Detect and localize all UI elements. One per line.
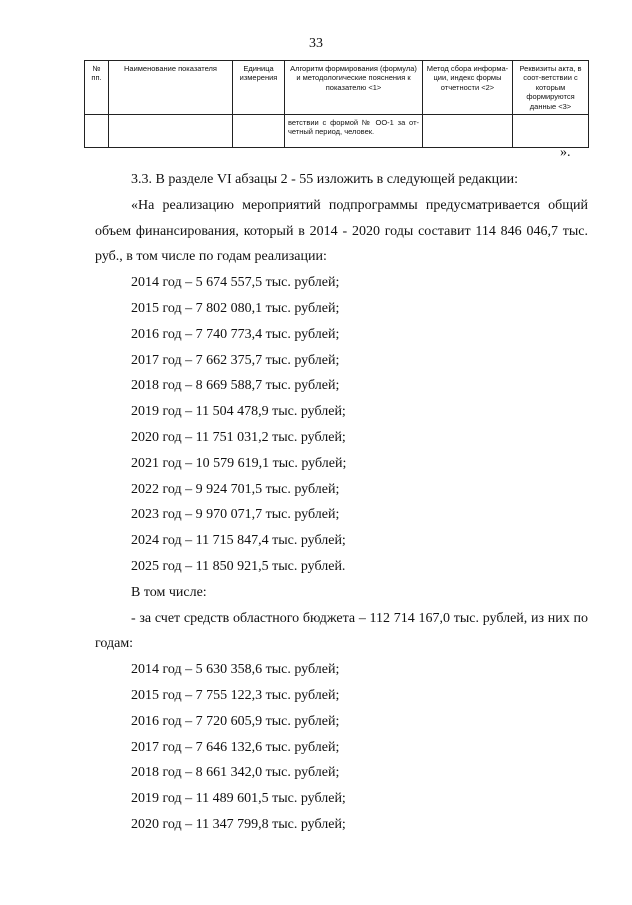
year-line-total: 2018 год – 8 669 588,7 тыс. рублей; — [131, 378, 340, 394]
year-line-regional: 2015 год – 7 755 122,3 тыс. рублей; — [131, 687, 340, 703]
closing-quote: ». — [560, 145, 571, 160]
year-line-total: 2016 год – 7 740 773,4 тыс. рублей; — [131, 326, 340, 342]
table-row — [85, 114, 589, 147]
table-cell-algorithm: ветствии с формой № ОО-1 за от-четный период, человек. — [285, 114, 423, 147]
header-cell-number: № пп. — [85, 61, 109, 115]
year-line-regional: 2020 год – 11 347 799,8 тыс. рублей; — [131, 816, 346, 832]
year-line-total: 2025 год – 11 850 921,5 тыс. рублей. — [131, 558, 346, 574]
year-line-total: 2019 год – 11 504 478,9 тыс. рублей; — [131, 404, 346, 420]
section-heading: 3.3. В разделе VI абзацы 2 - 55 изложить в следующей редакции: — [131, 172, 519, 187]
table-cell — [109, 114, 233, 147]
including-label: В том числе: — [131, 584, 207, 600]
year-line-total: 2024 год – 11 715 847,4 тыс. рублей; — [131, 533, 346, 549]
year-line-total: 2021 год – 10 579 619,1 тыс. рублей; — [131, 455, 347, 471]
year-line-regional: 2019 год – 11 489 601,5 тыс. рублей; — [131, 791, 346, 807]
year-line-total: 2023 год – 9 970 071,7 тыс. рублей; — [131, 507, 340, 523]
year-line-regional: 2016 год – 7 720 605,9 тыс. рублей; — [131, 713, 340, 729]
header-cell-unit: Единица измерения — [233, 61, 285, 115]
intro-paragraph: «На реализацию мероприятий подпрограммы предусматривается общий объем финансирования, который в 2014 - 2020 годы составит 114 846 046,7 тыс. руб., в том числе по годам реализации: — [95, 197, 588, 265]
header-cell-act-details: Реквизиты акта, в соот-ветствии с которым формируются данные <3> — [513, 61, 589, 115]
document-body — [95, 167, 588, 838]
year-line-total: 2020 год – 11 751 031,2 тыс. рублей; — [131, 429, 346, 445]
year-line-regional: 2014 год – 5 630 358,6 тыс. рублей; — [131, 662, 340, 678]
header-cell-algorithm: Алгоритм формирования (формула) и методологические пояснения к показателю <1> — [285, 61, 423, 115]
year-line-total: 2017 год – 7 662 375,7 тыс. рублей; — [131, 352, 340, 368]
year-line-total: 2022 год – 9 924 701,5 тыс. рублей; — [131, 481, 340, 497]
year-line-total: 2015 год – 7 802 080,1 тыс. рублей; — [131, 300, 340, 316]
header-cell-collection-method: Метод сбора информа-ции, индекс формы отчетности <2> — [423, 61, 513, 115]
year-line-regional: 2017 год – 7 646 132,6 тыс. рублей; — [131, 739, 340, 755]
year-line-total: 2014 год – 5 674 557,5 тыс. рублей; — [131, 275, 340, 291]
table-header-row — [85, 61, 589, 115]
table-cell — [513, 114, 589, 147]
table-cell — [233, 114, 285, 147]
header-cell-indicator-name: Наименование показателя — [109, 61, 233, 115]
table-cell — [423, 114, 513, 147]
year-line-regional: 2018 год – 8 661 342,0 тыс. рублей; — [131, 765, 340, 781]
indicator-table — [84, 60, 589, 148]
table-cell — [85, 114, 109, 147]
page-number: 33 — [309, 36, 323, 51]
regional-budget-paragraph: - за счет средств областного бюджета – 112 714 167,0 тыс. рублей, из них по годам: — [95, 610, 588, 652]
